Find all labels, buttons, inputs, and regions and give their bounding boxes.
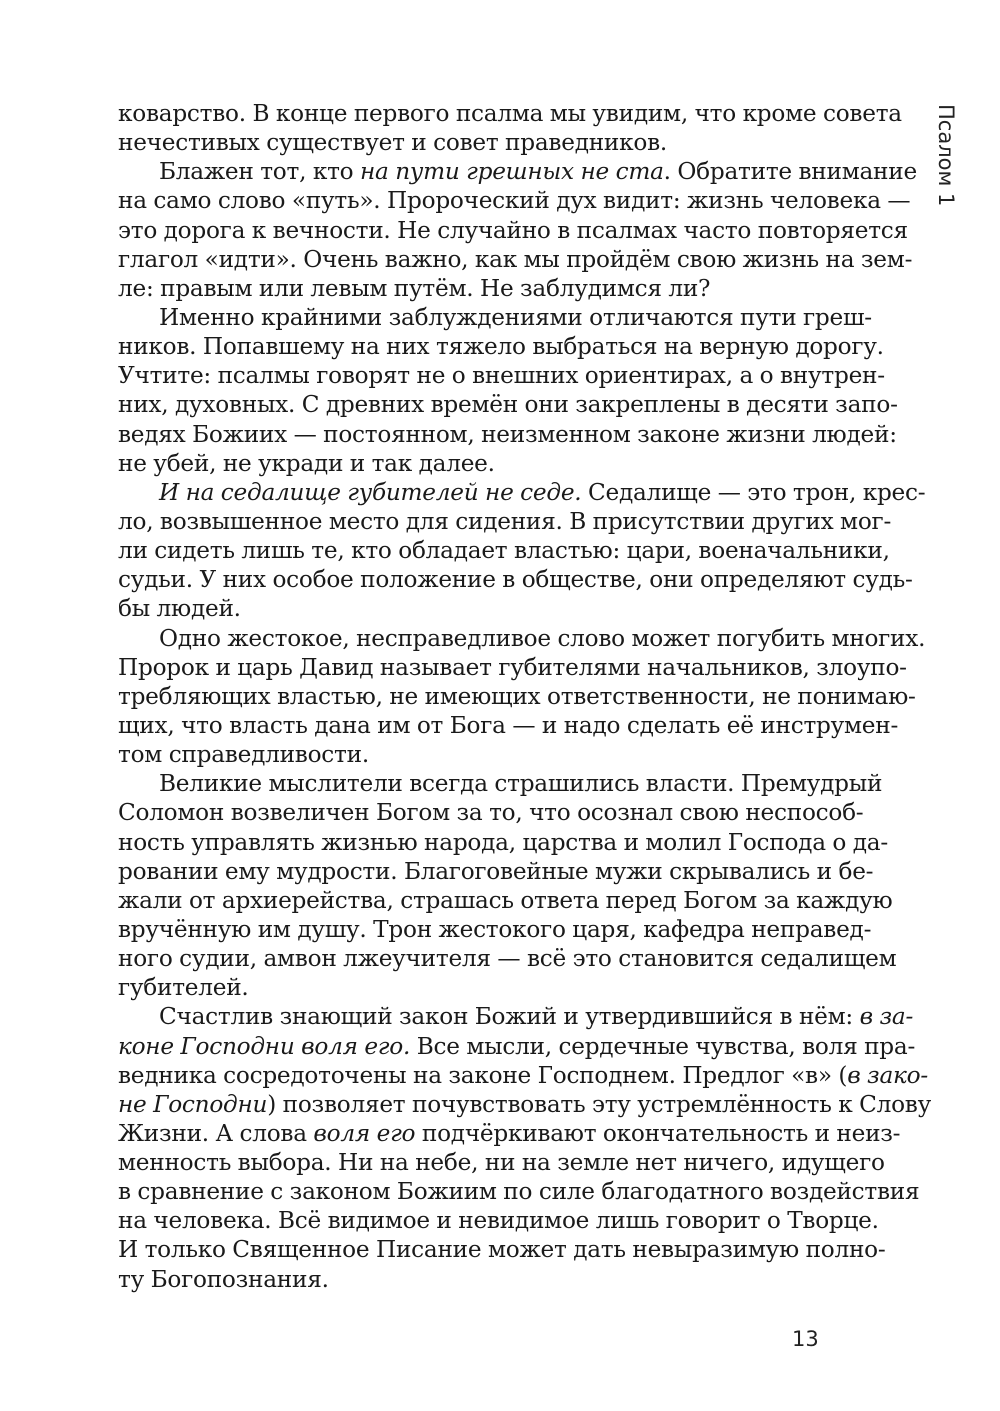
text-line: коварство. В конце первого псалма мы увидим, что кроме совета	[118, 100, 902, 127]
text-line: ли сидеть лишь те, кто обладает властью: цари, военачальники,	[118, 537, 890, 565]
text-line: глагол «идти». Очень важно, как мы пройдём свою жизнь на зем-	[118, 245, 913, 273]
italic-quote: И на седалище губителей не седе.	[159, 478, 582, 506]
text-line: ровании ему мудрости. Благоговейные мужи скрывались и бе-	[118, 857, 874, 885]
text-line: Блажен тот, кто на пути грешных не ста. Обратите внимание	[159, 158, 917, 186]
text-line: в сравнение с законом Божиим по силе благодатного воздействия	[118, 1178, 920, 1206]
text-line: Пророк и царь Давид называет губителями начальников, злоупо-	[118, 653, 907, 681]
italic-quote: не Господни	[118, 1090, 268, 1118]
running-head: Псалом 1	[934, 104, 958, 207]
text-line: Соломон возвеличен Богом за то, что осознал свою неспособ-	[118, 799, 864, 827]
text-line: щих, что власть дана им от Бога — и надо сделать её инструмен-	[118, 711, 899, 739]
italic-quote: воля его	[313, 1119, 416, 1147]
text-line: вручённую им душу. Трон жестокого царя, кафедра неправед-	[118, 915, 872, 943]
text-line: не Господни) позволяет почувствовать эту устремлённость к Слову	[118, 1090, 931, 1118]
text-line: коне Господни воля его. Все мысли, сердечные чувства, воля пра-	[118, 1032, 916, 1060]
text-line: ле: правым или левым путём. Не заблудимся ли?	[118, 274, 711, 302]
text-line: Учтите: псалмы говорят не о внешних ориентирах, а о внутрен-	[118, 362, 885, 390]
text-line: том справедливости.	[118, 741, 369, 769]
text-line: Жизни. А слова воля его подчёркивают окончательность и неиз-	[118, 1119, 901, 1147]
page-number: 13	[792, 1327, 819, 1351]
text-line: ведях Божиих — постоянном, неизменном законе жизни людей:	[118, 420, 897, 448]
text-line: Именно крайними заблуждениями отличаются пути греш-	[159, 303, 872, 331]
text-line: на человека. Всё видимое и невидимое лишь говорит о Творце.	[118, 1207, 879, 1235]
text-line: ность управлять жизнью народа, царства и молил Господа о да-	[118, 828, 888, 856]
text-line: Счастлив знающий закон Божий и утвердившийся в нём: в за-	[159, 1003, 914, 1031]
text-line: это дорога к вечности. Не случайно в псалмах часто повторяется	[118, 216, 908, 244]
italic-quote: на пути грешных не ста	[359, 158, 664, 186]
text-line: жали от архиерейства, страшась ответа перед Богом за каждую	[118, 886, 893, 914]
text-line: ту Богопознания.	[118, 1265, 329, 1293]
text-line: ведника сосредоточены на законе Господнем. Предлог «в» (в зако-	[118, 1061, 928, 1089]
text-line: ло, возвышенное место для сидения. В присутствии других мог-	[118, 507, 892, 535]
text-line: ников. Попавшему на них тяжело выбраться на верную дорогу.	[118, 333, 884, 361]
text-line: требляющих властью, не имеющих ответственности, не понимаю-	[118, 682, 916, 710]
text-line: губителей.	[118, 974, 249, 1002]
text-line: бы людей.	[118, 595, 241, 623]
text-line: судьи. У них особое положение в обществе, они определяют судь-	[118, 566, 913, 594]
text-line: не убей, не укради и так далее.	[118, 449, 495, 477]
italic-quote: в зако-	[847, 1061, 928, 1089]
text-line: них, духовных. С древних времён они закреплены в десяти запо-	[118, 391, 898, 419]
text-line: ного судии, амвон лжеучителя — всё это становится седалищем	[118, 945, 897, 973]
text-line: менность выбора. Ни на небе, ни на земле нет ничего, идущего	[118, 1149, 885, 1177]
italic-quote: в за-	[859, 1003, 914, 1031]
italic-quote: коне Господни воля его.	[118, 1032, 411, 1060]
text-line: нечестивых существует и совет праведников.	[118, 129, 668, 157]
text-line: на само слово «путь». Пророческий дух видит: жизнь человека —	[118, 187, 911, 215]
text-line: И на седалище губителей не седе. Седалище — это трон, крес-	[159, 478, 926, 506]
page-body	[118, 99, 931, 1294]
text-line: Одно жестокое, несправедливое слово может погубить многих.	[159, 624, 926, 652]
text-line: И только Священное Писание может дать невыразимую полно-	[118, 1236, 886, 1264]
text-line: Великие мыслители всегда страшились власти. Премудрый	[159, 770, 883, 798]
